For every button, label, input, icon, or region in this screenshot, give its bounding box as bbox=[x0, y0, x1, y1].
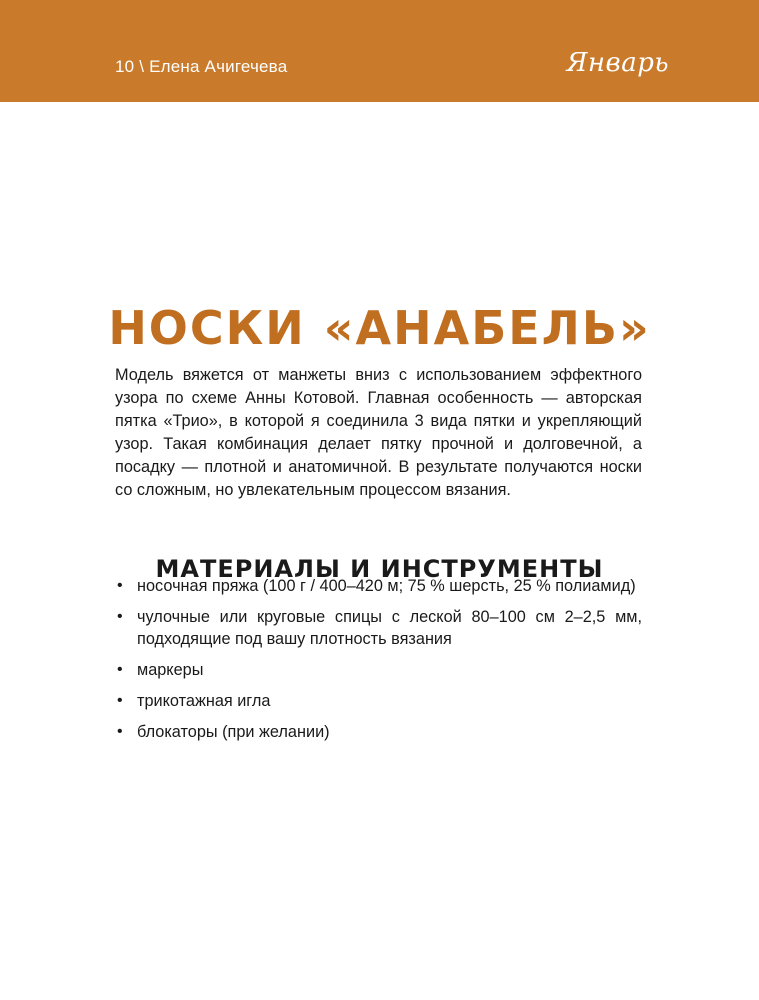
list-item bbox=[115, 575, 642, 597]
bullet-icon: • bbox=[117, 692, 123, 709]
list-item bbox=[115, 690, 642, 712]
header-band bbox=[0, 0, 759, 102]
running-head: 10 \ Елена Ачигечева bbox=[115, 57, 288, 76]
list-item-text: носочная пряжа (100 г / 400–420 м; 75 % шерсть, 25 % полиамид) bbox=[137, 577, 636, 595]
list-item bbox=[115, 606, 642, 650]
materials-list bbox=[115, 575, 642, 752]
list-item bbox=[115, 659, 642, 681]
bullet-icon: • bbox=[117, 723, 123, 740]
materials-heading: МАТЕРИАЛЫ И ИНСТРУМЕНТЫ bbox=[155, 554, 604, 583]
bullet-icon: • bbox=[117, 608, 123, 625]
list-item-text: блокаторы (при желании) bbox=[137, 723, 330, 741]
intro-paragraph: Модель вяжется от манжеты вниз с использованием эффектного узора по схеме Анны Котовой. Главная особенность — авторская пятка «Трио», в которой я соединила 3 вида пятки и укрепляющий узор. Такая комбинация делает пятку прочной и долговечной, а посадку — плотной и анатомичной. В результате получаются носки со сложным, но увлекательным процессом вязания. bbox=[115, 366, 642, 499]
list-item-text: чулочные или круговые спицы с леской 80–100 см 2–2,5 мм, подходящие под вашу плотность вязания bbox=[137, 608, 642, 648]
bullet-icon: • bbox=[117, 661, 123, 678]
list-item-text: трикотажная игла bbox=[137, 692, 271, 710]
bullet-icon: • bbox=[117, 577, 123, 594]
section-label: Январь bbox=[566, 48, 669, 78]
page-title: НОСКИ «АНАБЕЛЬ» bbox=[108, 300, 651, 355]
list-item bbox=[115, 721, 642, 743]
list-item-text: маркеры bbox=[137, 661, 204, 679]
